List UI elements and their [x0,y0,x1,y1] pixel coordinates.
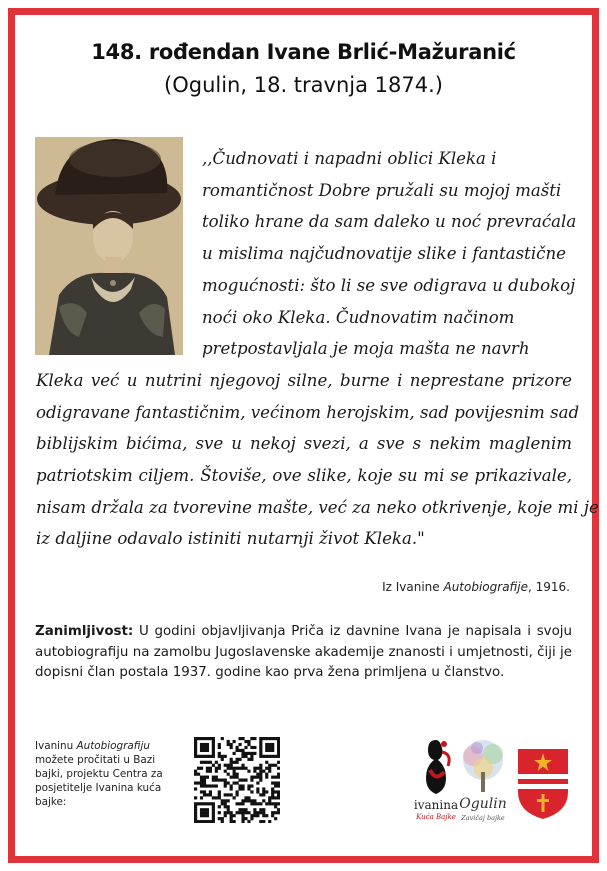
page-title: 148. rođendan Ivane Brlić-Mažuranić [91,40,516,64]
qr-code[interactable] [194,737,280,823]
quote-line: nisam držala za tvorevine mašte, već za neko otkrivenje, koje mi je [36,497,599,517]
quote-line: Kleka već u nutrini njegovoj silne, burne i neprestane prizore [36,370,572,390]
ivanina-figure-icon [412,734,460,798]
note-prefix: Ivaninu [35,740,77,752]
quote-line: romantičnost Dobre pružali su mojoj mašti [202,180,562,200]
ogulin-logo-word: Ogulin [459,796,507,812]
ogulin-tree-icon [455,738,511,796]
quote-line: ,,Čudnovati i napadni oblici Kleka i [202,149,497,168]
source-work: Autobiografije [443,580,529,594]
source-suffix: , 1916. [528,580,570,594]
ogulin-zavicaj-bajke-logo [455,738,511,828]
fun-fact-label: Zanimljivost: [35,624,134,639]
quote-line: iz daljine odavalo istiniti nutarnji život Kleka." [36,529,425,549]
quote-line: biblijskim bićima, sve u nekoj svezi, a sve s nekim maglenim [36,434,572,454]
quote-line: pretpostavljala je moja mašta ne navrh [202,339,530,359]
source-prefix: Iz Ivanine [382,580,444,594]
quote-line: mogućnosti: što li se sve odigrava u dubokoj [202,275,576,295]
note-suffix: možete pročitati u Bazi bajki, projektu Centra za posjetitelje Ivanina kuća bajke: [35,754,163,808]
quote-source [382,580,570,594]
ivanina-logo-sub: Kuća Bajke [416,813,456,821]
read-online-note [35,739,175,809]
quote-line: noći oko Kleka. Čudnovatim načinom [202,307,515,327]
fun-fact-paragraph [35,622,572,684]
quote-line: odigravane fantastičnim, većinom herojskim, sad povijesnim sad [36,402,580,422]
fun-fact-text: U godini objavljivanja Priča iz davnine Ivana je napisala i svoju autobiografiju na zamolbu Jugoslavenske akademije znanosti i umjetnosti, čiji je dopisni član postala 1937. godine kao prva žena primljena u članstvo. [35,624,572,681]
page-subtitle: (Ogulin, 18. travnja 1874.) [164,73,443,97]
ogulin-logo-sub: Zavičaj bajke [461,814,505,822]
cross-icon [542,794,545,812]
ogulin-coat-of-arms [517,748,569,820]
quote-line: toliko hrane da sam daleko u noć prevraćala [202,212,577,232]
ivanina-kuca-bajke-logo [412,734,460,826]
quote-line: patriotskim ciljem. Štoviše, ove slike, koje su mi se prikazivale, [36,466,572,486]
quote-line: u mislima najčudnovatije slike i fantastične [202,244,566,264]
ivanina-logo-word: ivanina [413,798,459,812]
autobiography-quote [36,143,599,558]
note-work: Autobiografiju [76,740,150,752]
